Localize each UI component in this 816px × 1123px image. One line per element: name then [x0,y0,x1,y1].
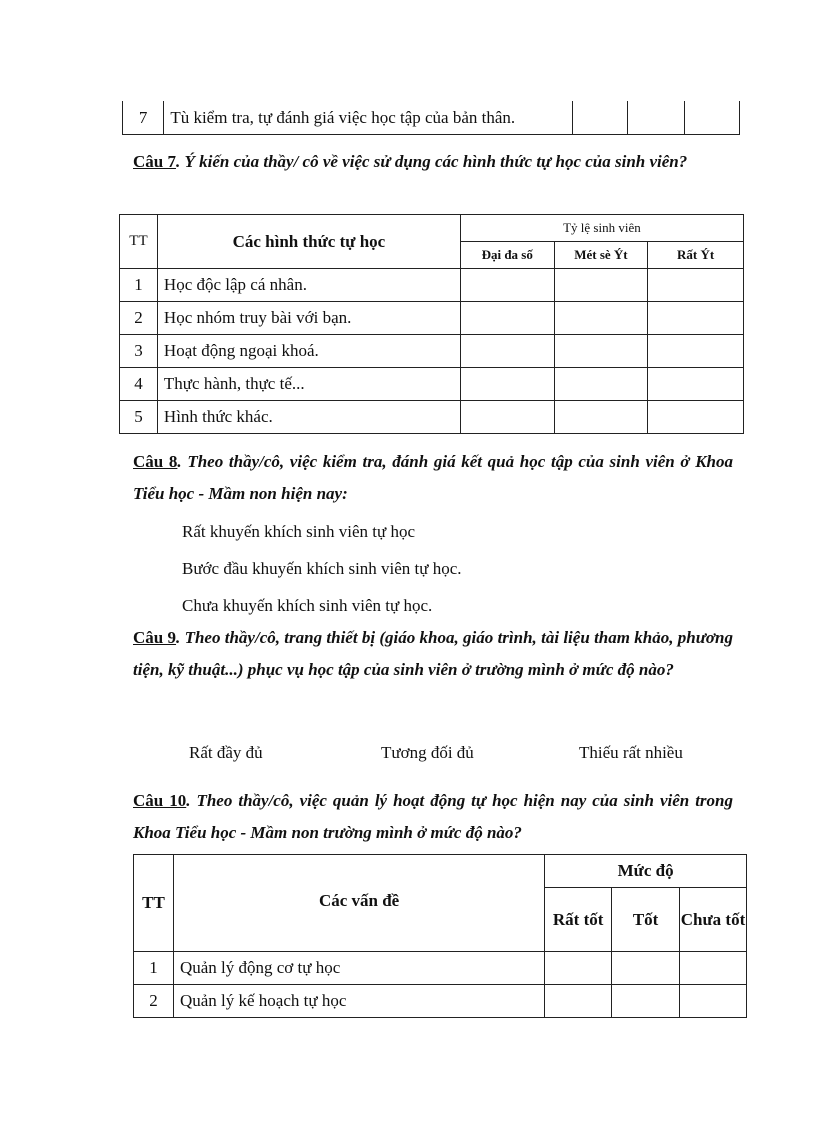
question-label: Câu 9 [133,628,177,647]
row-text: Học độc lập cá nhân. [157,269,460,302]
table-row [120,335,744,368]
answer-cell[interactable] [554,401,648,434]
sub-col-header: Chưa tốt [680,888,747,952]
question-9 [133,622,733,686]
question-text: . Theo thầy/cô, việc kiểm tra, đánh giá kết quả học tập của sinh viên ở Khoa Tiểu học - Mầm non hiện nay: [133,452,733,503]
question-10 [133,785,733,849]
answer-cell[interactable] [545,985,612,1018]
sub-col-header: Mét sè Ýt [554,242,648,269]
answer-cell[interactable] [460,401,554,434]
answer-cell[interactable] [460,269,554,302]
row-text: Hình thức khác. [157,401,460,434]
col-header-tt: TT [120,215,158,269]
q8-option-2[interactable]: Bước đầu khuyến khích sinh viên tự học. [182,559,462,578]
table-row [134,985,747,1018]
answer-cell[interactable] [680,985,747,1018]
q9-option-1[interactable]: Rất đầy đủ [189,743,263,762]
answer-cell[interactable] [545,952,612,985]
question-label: Câu 7 [133,152,176,171]
row-number: 7 [123,101,164,135]
row-number: 2 [134,985,174,1018]
col-header-group: Tỷ lệ sinh viên [460,215,743,242]
answer-cell[interactable] [554,335,648,368]
answer-cell[interactable] [460,302,554,335]
sub-col-header: Tốt [612,888,680,952]
sub-col-header: Đại đa số [460,242,554,269]
answer-cell[interactable] [612,952,680,985]
q8-option-3[interactable]: Chưa khuyến khích sinh viên tự học. [182,596,433,615]
question-label: Câu 8 [133,452,178,471]
table-row [120,368,744,401]
answer-cell[interactable] [628,101,684,135]
q10-table [133,854,747,1018]
row-number: 4 [120,368,158,401]
answer-cell[interactable] [554,368,648,401]
question-text: . Theo thầy/cô, trang thiết bị (giáo khoa, giáo trình, tài liệu tham khảo, phương tiện, kỹ thuật...) phục vụ học tập của sinh viên ở trường mình ở mức độ nào? [133,628,733,679]
question-text: . Theo thầy/cô, việc quản lý hoạt động tự học hiện nay của sinh viên trong Khoa Tiểu học - Mầm non trường mình ở mức độ nào? [133,791,733,842]
q9-option-3[interactable]: Thiếu rất nhiều [579,743,683,762]
answer-cell[interactable] [648,302,744,335]
row-text: Quản lý kế hoạch tự học [173,985,544,1018]
col-header-tt: TT [134,855,174,952]
sub-col-header: Rất Ýt [648,242,744,269]
row-text: Hoạt động ngoại khoá. [157,335,460,368]
answer-cell[interactable] [612,985,680,1018]
answer-cell[interactable] [648,368,744,401]
row-number: 1 [134,952,174,985]
table-row [120,269,744,302]
answer-cell[interactable] [648,269,744,302]
table-row [123,101,740,135]
question-7 [133,146,733,178]
q7-table [119,214,744,434]
answer-cell[interactable] [554,302,648,335]
table-row [120,302,744,335]
row-number: 1 [120,269,158,302]
col-header-form: Các hình thức tự học [157,215,460,269]
q9-option-2[interactable]: Tương đối đủ [381,743,474,762]
answer-cell[interactable] [680,952,747,985]
question-8 [133,446,733,510]
row-number: 3 [120,335,158,368]
row-number: 2 [120,302,158,335]
answer-cell[interactable] [684,101,739,135]
col-header-group: Mức độ [545,855,747,888]
answer-cell[interactable] [572,101,627,135]
table-row [134,952,747,985]
q8-option-1[interactable]: Rất khuyến khích sinh viên tự học [182,522,416,541]
row-text: Quản lý động cơ tự học [173,952,544,985]
row-text: Học nhóm truy bài với bạn. [157,302,460,335]
question-text: . Ý kiến của thầy/ cô về việc sử dụng các hình thức tự học của sinh viên? [175,152,688,171]
table-row [120,401,744,434]
answer-cell[interactable] [648,401,744,434]
answer-cell[interactable] [460,368,554,401]
answer-cell[interactable] [554,269,648,302]
col-header-issue: Các vấn đề [173,855,544,952]
question-label: Câu 10 [133,791,187,810]
row-text: Tù kiểm tra, tự đánh giá việc học tập của bản thân. [164,101,572,135]
previous-table [122,101,740,135]
answer-cell[interactable] [460,335,554,368]
answer-cell[interactable] [648,335,744,368]
sub-col-header: Rất tốt [545,888,612,952]
row-number: 5 [120,401,158,434]
row-text: Thực hành, thực tế... [157,368,460,401]
